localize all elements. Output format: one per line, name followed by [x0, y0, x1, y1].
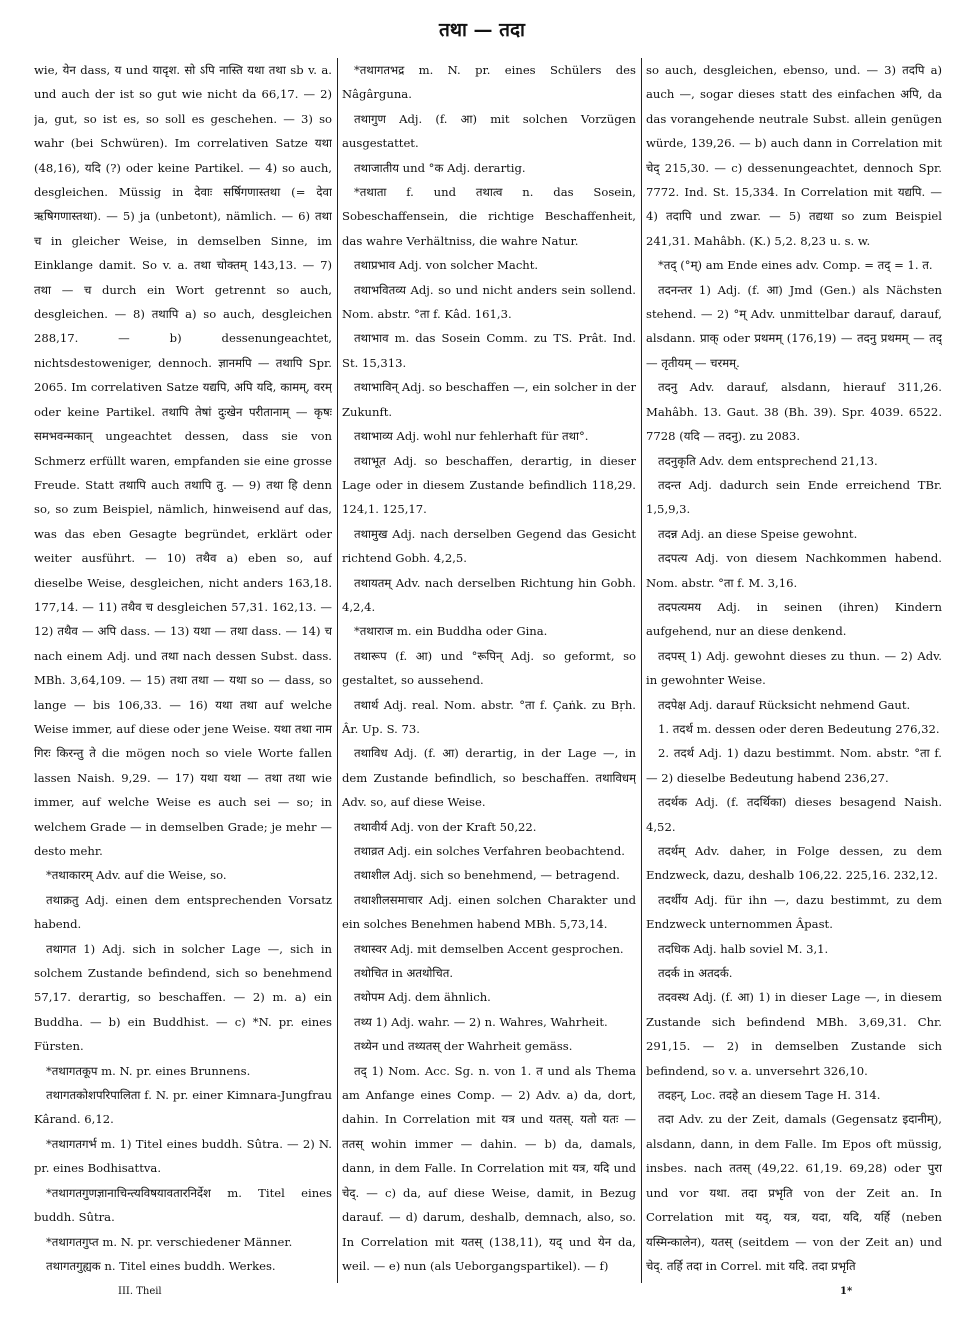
entry-text: तदनन्तर 1) Adj. (f. आ) Jmd (Gen.) als Nächsten stehend. — 2) °म् Adv. unmittelbar darauf, darauf, alsdann. प्राक् oder प्रथमम् (176,19) — तदनु प्रथमम् — तद् — तृतीयम् — चरमम्.: [646, 282, 942, 370]
entry-text: तथाभाव्य Adj. wohl nur fehlerhaft für तथा°.: [354, 429, 589, 444]
entry-text: तदनु Adv. darauf, alsdann, hierauf 311,26. Mahâbh. 13. Gaut. 38 (Bh. 39). Spr. 4039. 6522. 7728 (यदि — तदनु). zu 2083.: [646, 380, 942, 444]
entry-text: तथाभाविन् Adj. so beschaffen —, ein solcher in der Zukunft.: [342, 380, 636, 419]
entry-text: तथाक्रतु Adj. einen dem entsprechenden Vorsatz habend.: [34, 892, 332, 932]
volume-label: III. Theil: [118, 1286, 162, 1297]
entry-text: तथाशील Adj. sich so benehmend, — betragend.: [354, 868, 620, 883]
entry-text: 2. तदर्थ Adj. 1) dazu bestimmt. Nom. abstr. °ता f. — 2) dieselbe Bedeutung habend 236,27.: [646, 746, 942, 785]
entry-text: तथायतम् Adv. nach derselben Richtung hin Gobh. 4,2,4.: [342, 575, 636, 614]
entry-text: तदपत्य Adj. von diesem Nachkommen habend. Nom. abstr. °ता f. M. 3,16.: [646, 551, 942, 590]
entry-text: *तथागतगर्भ m. 1) Titel eines buddh. Sûtra. — 2) N. pr. eines Bodhisattva.: [34, 1136, 332, 1176]
entry-text: तथागत 1) Adj. sich in solcher Lage —, sich in solchem Zustande befindend, sich so benehmend 57,17. derartig, so beschaffen. — 2) m. a) ein Buddha. — b) ein Buddhist. — c) *N. pr. eines Fürsten.: [34, 941, 332, 1054]
entry-text: तदर्क in अतदर्क.: [658, 966, 733, 981]
entry-text: wie, येन dass, य und यादृश. सो ऽपि नास्ति यथा तथा sb v. a. und auch der ist so gut wie nicht da 66,17. — 2) ja, gut, so ist es, so soll es geschehen. — 3) so wahr (bei Schwüren). Im correlativen Satze यथा (48,16), यदि (?) oder keine Partikel. — 4) so auch, desgleichen. Müssig in देवाः सर्षिगणास्तथा (= देवा ऋषिगणास्तथा). — 5) ja (unbetont), nämlich. — 6) तथा च in gleicher Weise, in demselben Sinne, im Einklange damit. So v. a. तथा चोक्तम् 143,13. — 7) तथा — च durch ein Wort getrennt so auch, desgleichen. — 8) तथापि a) so auch, desgleichen 288,17. — b) dessenungeachtet, nichtsdestoweniger, dennoch. ज्ञानमपि — तथापि Spr. 2065. Im correlativen Satze यद्यपि, अपि यदि, कामम्, वरम् oder keine Partikel. तथापि तेषां दुःखेन परीतानाम् — कृषः समभवन्मकान् ungeachtet dessen, dass sie von Schmerz erfüllt waren, empfanden sie eine grosse Freude. Statt तथापि auch तथापि तु. — 9) तथा हि denn so, so zum Beispiel, nämlich, hinweisend auf das, was das eben Gesagte begründet, erklärt oder weiter ausführt. — 10) तथैव a) eben so, auf dieselbe Weise, desgleichen, nicht anders 163,18. 177,14. — 11) तथैव च desgleichen 57,31. 162,13. — 12) तथैव — अपि dass. — 13) यथा — तथा dass. — 14) च nach einem Adj. und तथा nach dessen Subst. dass. MBh. 3,64,109. — 15) तथा तथा — यथा so — dass, so lange — bis 106,33. — 16) यथा तथा auf welche Weise immer, auf diese oder jene Weise. यथा तथा नाम गिरः किरन्तु ते die mögen noch so viele Worte fallen lassen Naish. 9,29. — 17) यथा यथा — तथा तथा wie immer, auf welche Weise es auch sei — so; in welchem Grade — in demselben Grade; je mehr — desto mehr.: [34, 63, 332, 858]
page-header: तथा — तदा: [439, 19, 525, 41]
entry-text: तदन्त Adj. dadurch sein Ende erreichend TBr. 1,5,9,3.: [646, 477, 942, 517]
entry-text: तथाभाव m. das Sosein Comm. zu TS. Prât. Ind. St. 15,313.: [342, 331, 636, 370]
entry-text: तथाप्रभाव Adj. von solcher Macht.: [354, 258, 539, 273]
column-middle: [342, 58, 636, 1283]
entry-text: तथाशीलसमाचार Adj. einen solchen Charakter und ein solches Benehmen habend MBh. 5,73,14.: [342, 892, 636, 932]
entry-text: *तथागतभद्र m. N. pr. eines Schülers des Nâgârguna.: [342, 63, 636, 102]
entry-text: so auch, desgleichen, ebenso, und. — 3) तदपि a) auch —, sogar dieses statt des einfachen अपि, da das vorangehende neutrale Subst. allein genügen würde, 139,26. — b) auch dann in Correlation mit चेद् 215,30. — c) dessenungeachtet, dennoch Spr. 7772. Ind. St. 15,334. In Correlation mit यद्यपि. — 4) तदापि und zwar. — 5) तद्यथा so zum Beispiel 241,31. Mahâbh. (K.) 5,2. 8,23 u. s. w.: [646, 63, 942, 248]
column-left: [34, 58, 332, 1283]
entry-text: तथाविध Adj. (f. आ) derartig, in der Lage —, in dem Zustande befindlich, so beschaffen. तथाविधम् Adv. so, auf diese Weise.: [342, 746, 636, 810]
entry-text: *तथाराज m. ein Buddha oder Gina.: [354, 624, 548, 639]
entry-text: *तथागतकूप m. N. pr. eines Brunnens.: [46, 1063, 251, 1078]
entry-text: तथाव्रत Adj. ein solches Verfahren beobachtend.: [354, 844, 625, 858]
entry-text: *तथागतगुणज्ञानाचिन्त्यविषयावतारनिर्देश m. Titel eines buddh. Sûtra.: [34, 1185, 332, 1225]
entry-text: *तथागतगुप्त m. N. pr. verschiedener Männer.: [46, 1234, 293, 1249]
entry-text: तदहन्, Loc. तदहे an diesem Tage H. 314.: [658, 1088, 881, 1103]
entry-text: तदपेक्ष Adj. darauf Rücksicht nehmend Gaut.: [658, 697, 911, 712]
entry-text: तदपस् 1) Adj. gewohnt dieses zu thun. — 2) Adv. in gewohnter Weise.: [646, 648, 942, 688]
column-divider: [337, 58, 338, 1283]
entry-text: तथ्येन und तथ्यतस् der Wahrheit gemäss.: [354, 1039, 573, 1054]
entry-text: तथाभूत Adj. so beschaffen, derartig, in dieser Lage oder in diesem Zustande befindlich 118,29. 124,1. 125,17.: [342, 453, 636, 517]
entry-text: तथाजातीय und °क Adj. derartig.: [354, 160, 526, 175]
entry-text: 1. तदर्थ m. dessen oder deren Bedeutung 276,32.: [658, 721, 940, 736]
entry-text: तथारूप (f. आ) und °रूपिन् Adj. so geformt, so gestaltet, so aussehend.: [342, 648, 636, 688]
entry-text: तदर्थीय Adj. für ihn —, dazu bestimmt, zu dem Endzweck unternommen Âpast.: [646, 892, 942, 932]
entry-text: तथास्वर Adj. mit demselben Accent gesprochen.: [354, 941, 624, 956]
column-right: [646, 58, 942, 1283]
entry-text: तथावीर्य Adj. von der Kraft 50,22.: [354, 819, 537, 834]
entry-text: *तथाता f. und तथात्व n. das Sosein, Sobeschaffensein, die richtige Beschaffenheit, das wahre Verhältniss, die wahre Natur.: [342, 185, 636, 248]
entry-text: तदवस्थ Adj. (f. आ) 1) in dieser Lage —, in diesem Zustande sich befindend MBh. 3,69,31. Chr. 291,15. — 2) in demselben Zustande sich befindend, so v. a. unversehrt 326,10.: [646, 990, 942, 1078]
entry-text: तथामुख Adj. nach derselben Gegend das Gesicht richtend Gobh. 4,2,5.: [342, 526, 636, 566]
entry-text: तथागतकोशपरिपालिता f. N. pr. einer Kimnara-Jungfrau Kârand. 6,12.: [34, 1088, 332, 1127]
entry-text: तदधिक Adj. halb soviel M. 3,1.: [658, 941, 829, 956]
entry-text: तदा Adv. zu der Zeit, damals (Gegensatz इदानीम्), alsdann, dann, in dem Falle. Im Epos oft müssig, insbes. nach ततस् (49,22. 61,19. 69,28) oder पुरा und vor यथा. तदा प्रभृति von der Zeit an. In Correlation mit यद्, यत्र, यदा, यदि, यर्हि (neben यस्मिन्कालेन), यतस् (seitdem — von der Zeit an) und चेद्. तर्हि तदा in Correl. mit यदि. तदा प्रभृति: [646, 1112, 942, 1273]
entry-text: तदपत्यमय Adj. in seinen (ihren) Kindern aufgehend, nur an diese denkend.: [646, 599, 942, 639]
entry-text: तद् 1) Nom. Acc. Sg. n. von 1. त und als Thema am Anfange eines Comp. — 2) Adv. a) da, dort, dahin. In Correlation mit यत्र und यतस्. यतो यतः — ततस् wohin immer — dahin. — b) da, damals, dann, in dem Falle. In Correlation mit यत्र, यदि und चेद्. — c) da, auf diese Weise, damit, in Bezug darauf. — d) darum, deshalb, demnach, also, so. In Correlation mit यतस् (138,11), यद् und येन da, weil. — e) nun (als Ueborgangspartikel). — f): [342, 1063, 636, 1273]
entry-text: तदर्थक Adj. (f. तदर्थिका) dieses besagend Naish. 4,52.: [646, 795, 942, 834]
entry-text: *तद् (°म्) am Ende eines adv. Comp. = तद् = 1. त.: [658, 258, 933, 273]
entry-text: तदन्न Adj. an diese Speise gewohnt.: [658, 526, 858, 541]
entry-text: तथाभवितव्य Adj. so und nicht anders sein sollend. Nom. abstr. °ता f. Kâd. 161,3.: [342, 282, 636, 322]
entry-text: तथार्थ Adj. real. Nom. abstr. °ता f. Çaṅk. zu Bṛh. Âr. Up. S. 73.: [342, 697, 636, 736]
entry-text: तथ्य 1) Adj. wahr. — 2) n. Wahres, Wahrheit.: [354, 1014, 608, 1029]
entry-text: तदनुकृति Adv. dem entsprechend 21,13.: [658, 453, 878, 468]
entry-text: तथोचित in अतथोचित.: [354, 966, 454, 981]
column-divider: [641, 58, 642, 1283]
entry-text: तथोपम Adj. dem ähnlich.: [354, 990, 491, 1005]
entry-text: तदर्थम् Adv. daher, in Folge dessen, zu dem Endzweck, dazu, deshalb 106,22. 225,16. 232,12.: [646, 844, 942, 883]
entry-text: तथागुण Adj. (f. आ) mit solchen Vorzügen ausgestattet.: [342, 111, 636, 151]
entry-text: तथागतगुह्यक n. Titel eines buddh. Werkes.: [46, 1258, 276, 1273]
entry-text: *तथाकारम् Adv. auf die Weise, so.: [46, 868, 227, 883]
signature-mark: 1*: [840, 1286, 853, 1297]
